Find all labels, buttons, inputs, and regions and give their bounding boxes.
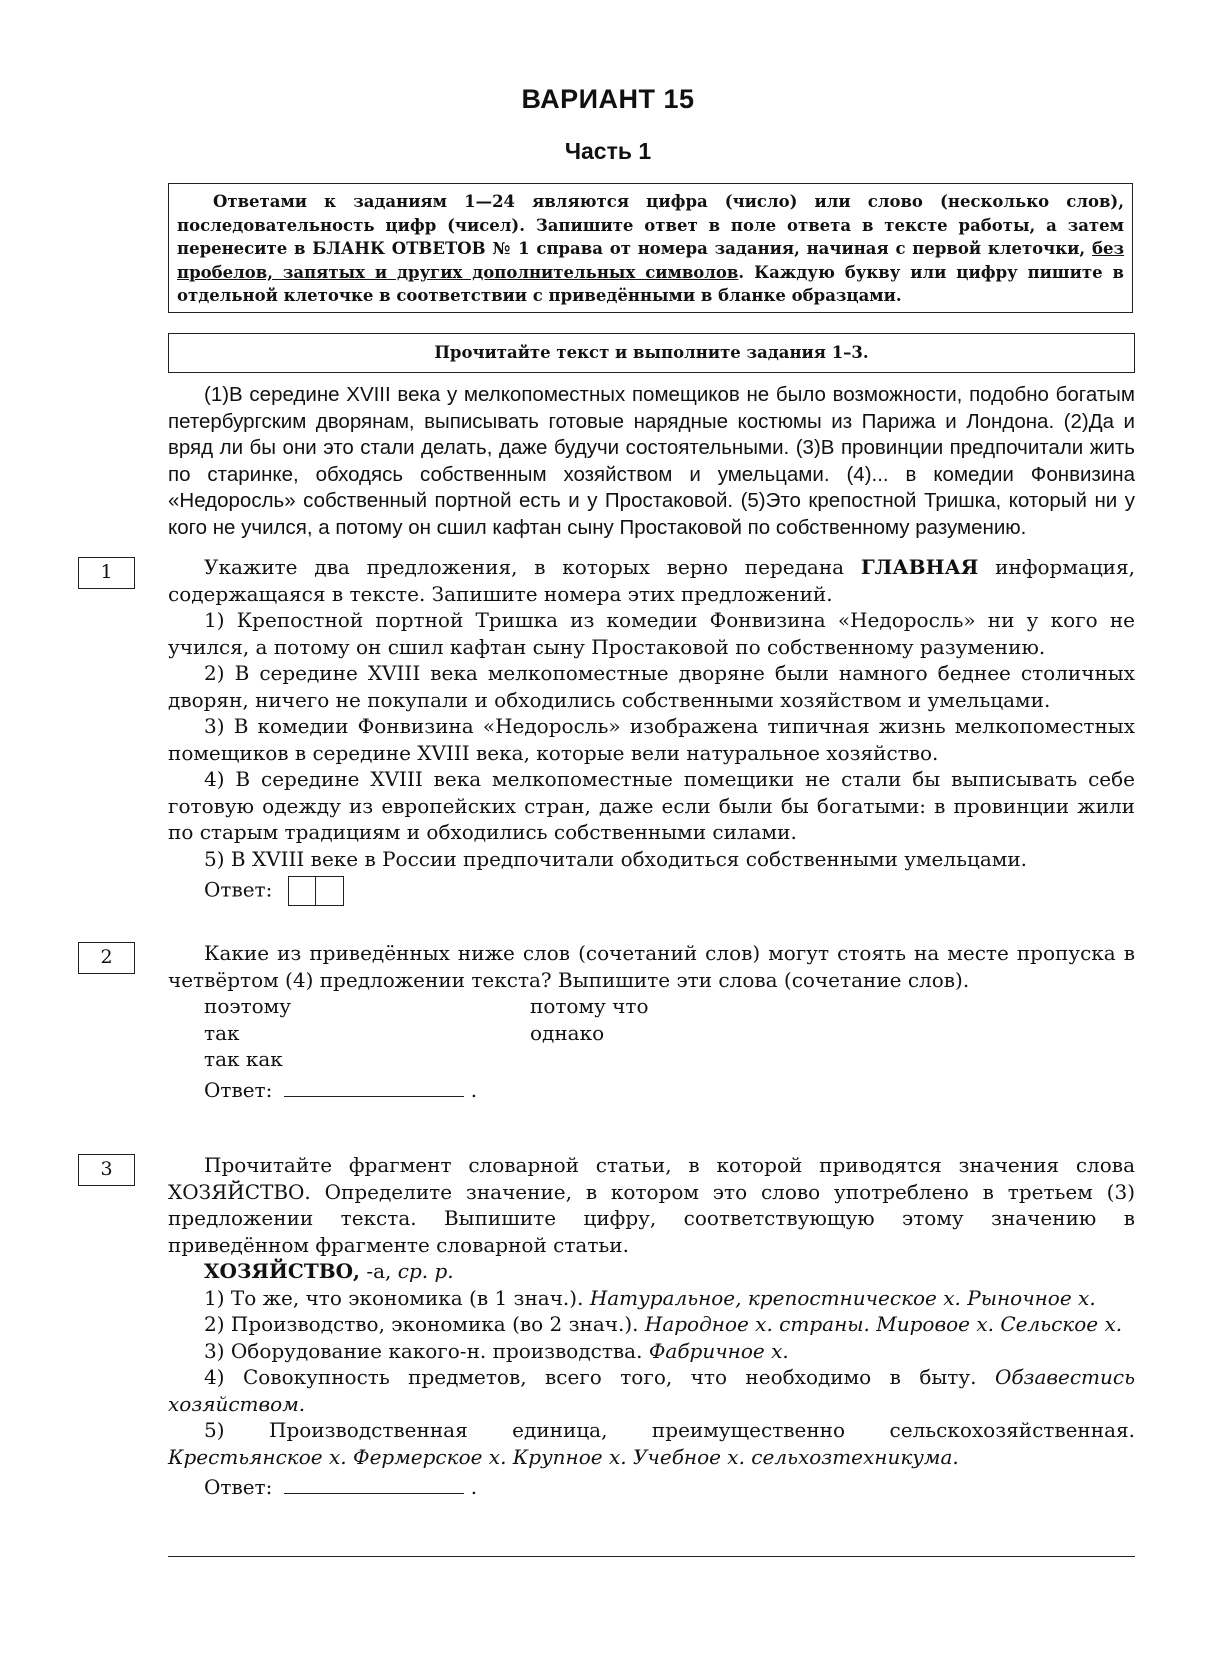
task-1-option: 5) В XVIII веке в России предпочитали обходиться собственными умельцами.: [204, 846, 1028, 871]
bottom-divider: [168, 1556, 1135, 1557]
task-2-answer-field[interactable]: [284, 1078, 464, 1097]
task-3-meaning: [168, 1364, 1135, 1417]
task-2-number: 2: [78, 942, 135, 974]
task-2-answer-end: .: [470, 1077, 478, 1102]
word-option: потому что: [530, 994, 649, 1018]
meaning-example: Крестьянское х. Фермерское х. Крупное х. Учебное х. сельхозтехникума.: [168, 1444, 959, 1469]
task-1-option: 3) В комедии Фонвизина «Недоросль» изображена типичная жизнь мелкопоместных помещиков в середине XVIII века, которые вели натуральное хозяйство.: [168, 714, 1135, 765]
task-1-question: [168, 554, 1135, 607]
task-3-answer-row: [168, 1474, 1135, 1501]
answer-cell[interactable]: [316, 876, 344, 906]
task-3-meaning: [168, 1311, 1135, 1338]
instructions-text: Ответами к заданиям 1—24 являются цифра (число) или слово (несколько слов), последовательность цифр (чисел). Запишите ответ в поле ответа в тексте работы, а затем перенесите в БЛАНК ОТВЕТОВ № 1 справа от номера задания, начиная с первой клеточки,: [177, 192, 1124, 258]
read-prompt-box: [168, 333, 1135, 373]
task-2-answer-row: [168, 1077, 1135, 1104]
word-option: так: [204, 1020, 240, 1045]
meaning-definition: 1) То же, что экономика (в 1 знач.).: [204, 1285, 590, 1310]
task-3-question: Прочитайте фрагмент словарной статьи, в которой приводятся значения слова ХОЗЯЙСТВО. Определите значение, в котором это слово употреблено в третьем (3) предложении текста. Выпишите цифру, соответствующую этому значению в приведённом фрагменте словарной статьи.: [168, 1153, 1135, 1257]
task-1-option: 1) Крепостной портной Тришка из комедии Фонвизина «Недоросль» ни у кого не учился, а потому он сшил кафтан сыну Простаковой по собственному разумению.: [168, 608, 1135, 659]
task-1-answer-cells[interactable]: [288, 876, 344, 906]
word-option: так как: [204, 1047, 283, 1071]
meaning-definition: 5) Производственная единица, преимущественно сельскохозяйственная.: [204, 1418, 1135, 1442]
task-3-headword-line: [168, 1258, 1135, 1285]
task-1-question-emphasis: ГЛАВНАЯ: [860, 555, 979, 579]
task-3-headword-forms: -а,: [360, 1259, 398, 1283]
task-1-answer-label: Ответ:: [204, 877, 273, 902]
read-prompt: Прочитайте текст и выполните задания 1–3.: [434, 343, 869, 362]
task-3-meaning: [168, 1338, 1135, 1365]
task-3-meaning: [168, 1285, 1135, 1312]
task-2-word-list: [168, 993, 1135, 1073]
task-1-question-text-end: информация, содержащаяся в тексте. Запишите номера этих предложений.: [168, 555, 1135, 606]
task-3-number: 3: [78, 1154, 135, 1186]
meaning-definition: 4) Совокупность предметов, всего того, что необходимо в быту.: [204, 1365, 995, 1389]
task-1-option: 2) В середине XVIII века мелкопоместные дворяне были намного беднее столичных дворян, ничего не покупали и обходились собственными хозяйством и умельцами.: [168, 661, 1135, 712]
task-3: [168, 1152, 1135, 1501]
page-title: ВАРИАНТ 15: [521, 84, 695, 114]
task-1-number: 1: [78, 557, 135, 589]
task-3-answer-label: Ответ:: [204, 1475, 273, 1499]
instructions-underlined: без пробелов, запятых и других дополнительных символов: [177, 239, 1124, 282]
task-3-headword: ХОЗЯЙСТВО,: [204, 1259, 360, 1283]
word-option: поэтому: [204, 994, 292, 1018]
reading-text: (1)В середине XVIII века у мелкопоместных помещиков не было возможности, подобно богатым петербургским дворянам, выписывать готовые нарядные костюмы из Парижа и Лондона. (2)Да и вряд ли бы они это стали делать, даже будучи состоятельными. (3)В провинции предпочитали жить по старинке, обходясь собственным хозяйством и умельцами. (4)... в комедии Фонвизина «Недоросль» собственный портной есть и у Простаковой. (5)Это крепостной Тришка, который ни у кого не учился, а потому он сшил кафтан сыну Простаковой по собственному разумению.: [168, 383, 1135, 539]
task-1: [168, 554, 1135, 906]
instructions-text-end: . Каждую букву или цифру пишите в отдельной клеточке в соответствии с приведёнными в бланке образцами.: [177, 262, 1124, 305]
word-option: однако: [530, 1020, 605, 1045]
meaning-definition: 2) Производство, экономика (во 2 знач.).: [204, 1312, 645, 1336]
part-title: Часть 1: [564, 138, 652, 164]
meaning-example: Обзавестись хозяйством.: [168, 1365, 1135, 1416]
answer-cell[interactable]: [288, 876, 316, 906]
instructions-box: [168, 183, 1133, 313]
task-2-answer-label: Ответ:: [204, 1077, 273, 1102]
task-2-question: Какие из приведённых ниже слов (сочетаний слов) могут стоять на месте пропуска в четвёртом (4) предложении текста? Выпишите эти слова (сочетание слов).: [168, 941, 1135, 992]
task-3-answer-end: .: [470, 1475, 478, 1499]
task-2: [168, 940, 1135, 1103]
task-3-headword-gram: ср. р.: [397, 1259, 454, 1283]
task-1-answer-row: [168, 876, 1135, 906]
meaning-example: Фабричное х.: [648, 1338, 789, 1363]
task-1-option: 4) В середине XVIII века мелкопоместные помещики не стали бы выписывать себе готовую одежду из европейских стран, даже если были бы богатыми: в провинции жили по старым традициям и обходились собственными силами.: [168, 767, 1135, 844]
meaning-example: Народное х. страны. Мировое х. Сельское х.: [644, 1312, 1123, 1336]
task-1-question-text: Укажите два предложения, в которых верно передана: [204, 555, 861, 579]
task-3-answer-field[interactable]: [284, 1475, 464, 1494]
task-3-meaning: [168, 1417, 1135, 1470]
meaning-definition: 3) Оборудование какого-н. производства.: [204, 1338, 649, 1363]
meaning-example: Натуральное, крепостническое х. Рыночное х.: [589, 1285, 1096, 1310]
